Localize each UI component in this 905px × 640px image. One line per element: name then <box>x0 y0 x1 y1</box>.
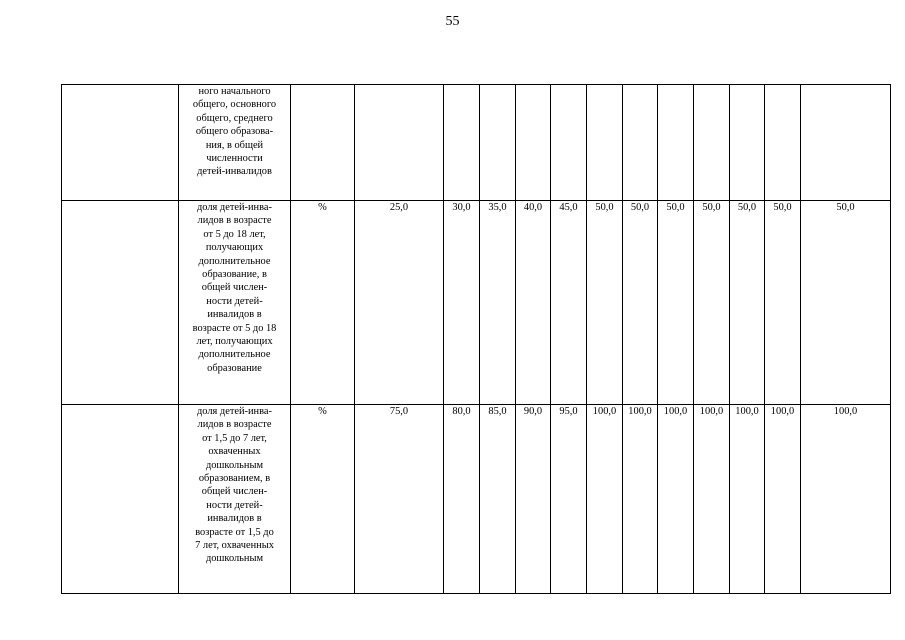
value-cell: 50,0 <box>694 201 730 405</box>
value-cell: 80,0 <box>444 405 480 594</box>
page-number: 55 <box>445 14 460 29</box>
indicator-description: доля детей-инва- лидов в возрасте от 1,5 до 7 лет, охваченных дошкольным образованием, в общей числен- ности детей- инвалидов в возрасте от 1,5 до 7 лет, охваченных дошкольным <box>195 406 274 565</box>
value-cell: 100,0 <box>730 405 765 594</box>
value-cell: 50,0 <box>801 201 891 405</box>
base-value-cell <box>355 85 444 201</box>
value-cell: 50,0 <box>623 201 658 405</box>
indicator-description: ного начального общего, основного общего, среднего общего образова- ния, в общей численности детей-инвалидов <box>192 86 277 178</box>
value-cell: 30,0 <box>444 201 480 405</box>
value-cell <box>801 85 891 201</box>
value-cell: 95,0 <box>551 405 587 594</box>
table-row <box>62 85 891 201</box>
value-cell <box>658 85 694 201</box>
value-cell <box>623 85 658 201</box>
unit-cell: % <box>291 201 355 405</box>
value-cell <box>444 85 480 201</box>
indicator-description: доля детей-инва- лидов в возрасте от 5 до 18 лет, получающих дополнительное образование, в общей числен- ности детей- инвалидов в возрасте от 5 до 18 лет, получающих дополнительное образование <box>192 202 277 374</box>
value-cell <box>730 85 765 201</box>
unit-cell: % <box>291 405 355 594</box>
value-cell: 90,0 <box>516 405 551 594</box>
value-cell <box>694 85 730 201</box>
base-value-cell: 75,0 <box>355 405 444 594</box>
value-cell <box>765 85 801 201</box>
value-cell <box>516 85 551 201</box>
value-cell: 50,0 <box>730 201 765 405</box>
unit-cell <box>291 85 355 201</box>
empty-cell <box>62 85 179 201</box>
value-cell: 100,0 <box>623 405 658 594</box>
value-cell: 100,0 <box>765 405 801 594</box>
value-cell: 100,0 <box>801 405 891 594</box>
base-value-cell: 25,0 <box>355 201 444 405</box>
table-row <box>62 405 891 594</box>
value-cell: 50,0 <box>765 201 801 405</box>
value-cell: 50,0 <box>658 201 694 405</box>
value-cell: 100,0 <box>694 405 730 594</box>
value-cell: 100,0 <box>658 405 694 594</box>
value-cell: 50,0 <box>587 201 623 405</box>
table-row <box>62 201 891 405</box>
empty-cell <box>62 405 179 594</box>
value-cell: 40,0 <box>516 201 551 405</box>
value-cell: 45,0 <box>551 201 587 405</box>
value-cell: 100,0 <box>587 405 623 594</box>
indicator-description-cell <box>179 405 291 594</box>
value-cell <box>551 85 587 201</box>
indicator-table <box>61 84 891 594</box>
indicator-description-cell <box>179 85 291 201</box>
indicator-description-cell <box>179 201 291 405</box>
value-cell: 85,0 <box>480 405 516 594</box>
value-cell <box>480 85 516 201</box>
value-cell: 35,0 <box>480 201 516 405</box>
empty-cell <box>62 201 179 405</box>
value-cell <box>587 85 623 201</box>
